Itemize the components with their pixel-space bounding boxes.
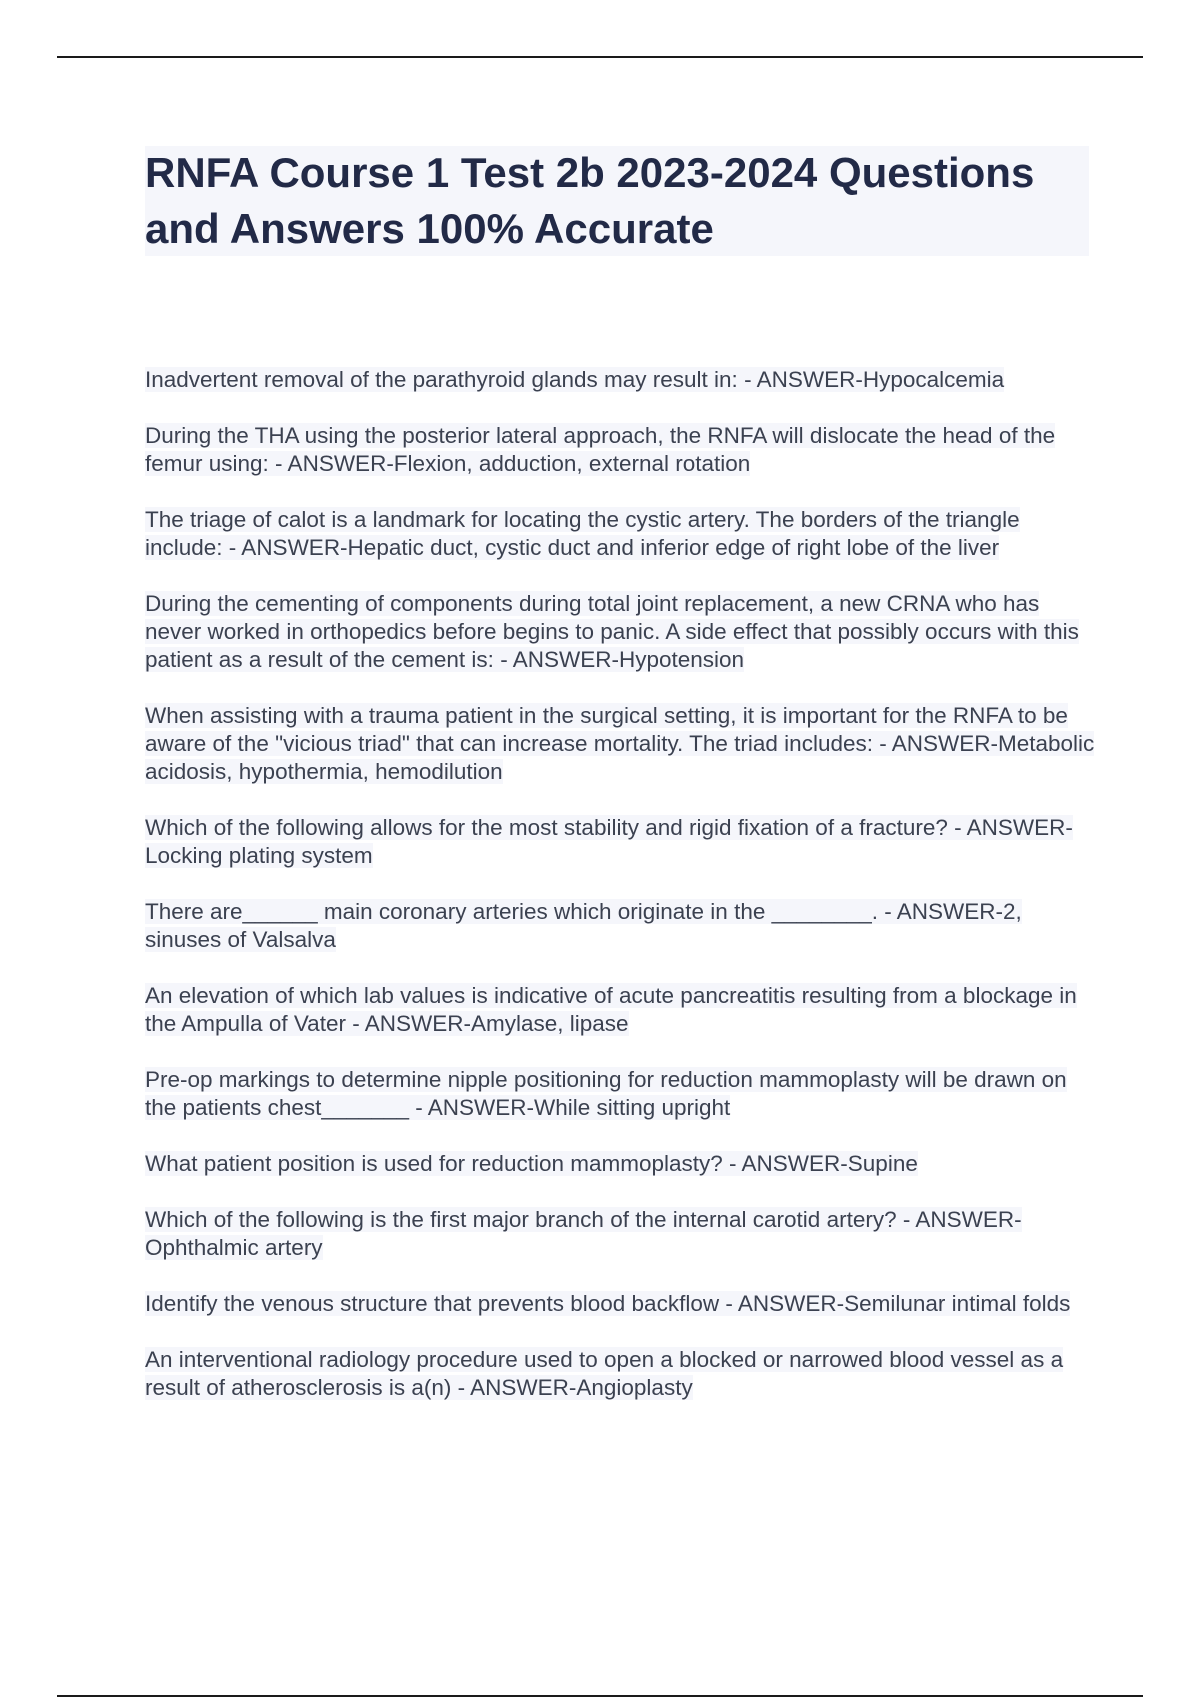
- qa-item: An interventional radiology procedure used to open a blocked or narrowed blood vessel as a result of atherosclerosis is a(n) - ANSWER-Angioplasty: [145, 1347, 1064, 1400]
- qa-item: During the THA using the posterior lateral approach, the RNFA will dislocate the head of the femur using: - ANSWER-Flexion, adduction, external rotation: [145, 423, 1056, 476]
- qa-item: Identify the venous structure that prevents blood backflow - ANSWER-Semilunar intimal folds: [145, 1291, 1071, 1316]
- qa-item: Pre-op markings to determine nipple positioning for reduction mammoplasty will be drawn on the patients chest_______ - ANSWER-While sitting upright: [145, 1067, 1067, 1120]
- qa-item: Inadvertent removal of the parathyroid glands may result in: - ANSWER-Hypocalcemia: [145, 367, 1005, 392]
- top-rule: [57, 56, 1143, 58]
- qa-item: An elevation of which lab values is indicative of acute pancreatitis resulting from a blockage in the Ampulla of Vater - ANSWER-Amylase, lipase: [145, 983, 1077, 1036]
- qa-item: During the cementing of components during total joint replacement, a new CRNA who has never worked in orthopedics before begins to panic. A side effect that possibly occurs with this patient as a result of the cement is: - ANSWER-Hypotension: [145, 591, 1079, 672]
- qa-item: When assisting with a trauma patient in the surgical setting, it is important for the RNFA to be aware of the "vicious triad" that can increase mortality. The triad includes: - ANSWER-Metabolic acidosis, hypothermia, hemodilution: [145, 703, 1095, 784]
- qa-item: Which of the following is the first major branch of the internal carotid artery? - ANSWER-Ophthalmic artery: [145, 1207, 1022, 1260]
- document-title: RNFA Course 1 Test 2b 2023-2024 Questions and Answers 100% Accurate: [145, 149, 1035, 252]
- qa-item: The triage of calot is a landmark for locating the cystic artery. The borders of the triangle include: - ANSWER-Hepatic duct, cystic duct and inferior edge of right lobe of the liver: [145, 507, 1020, 560]
- qa-item: Which of the following allows for the most stability and rigid fixation of a fracture? - ANSWER-Locking plating system: [145, 815, 1073, 868]
- qa-item: What patient position is used for reduction mammoplasty? - ANSWER-Supine: [145, 1151, 918, 1176]
- bottom-rule: [57, 1695, 1143, 1697]
- qa-list: [145, 366, 1095, 1430]
- qa-item: There are______ main coronary arteries which originate in the ________. - ANSWER-2, sinuses of Valsalva: [145, 899, 1022, 952]
